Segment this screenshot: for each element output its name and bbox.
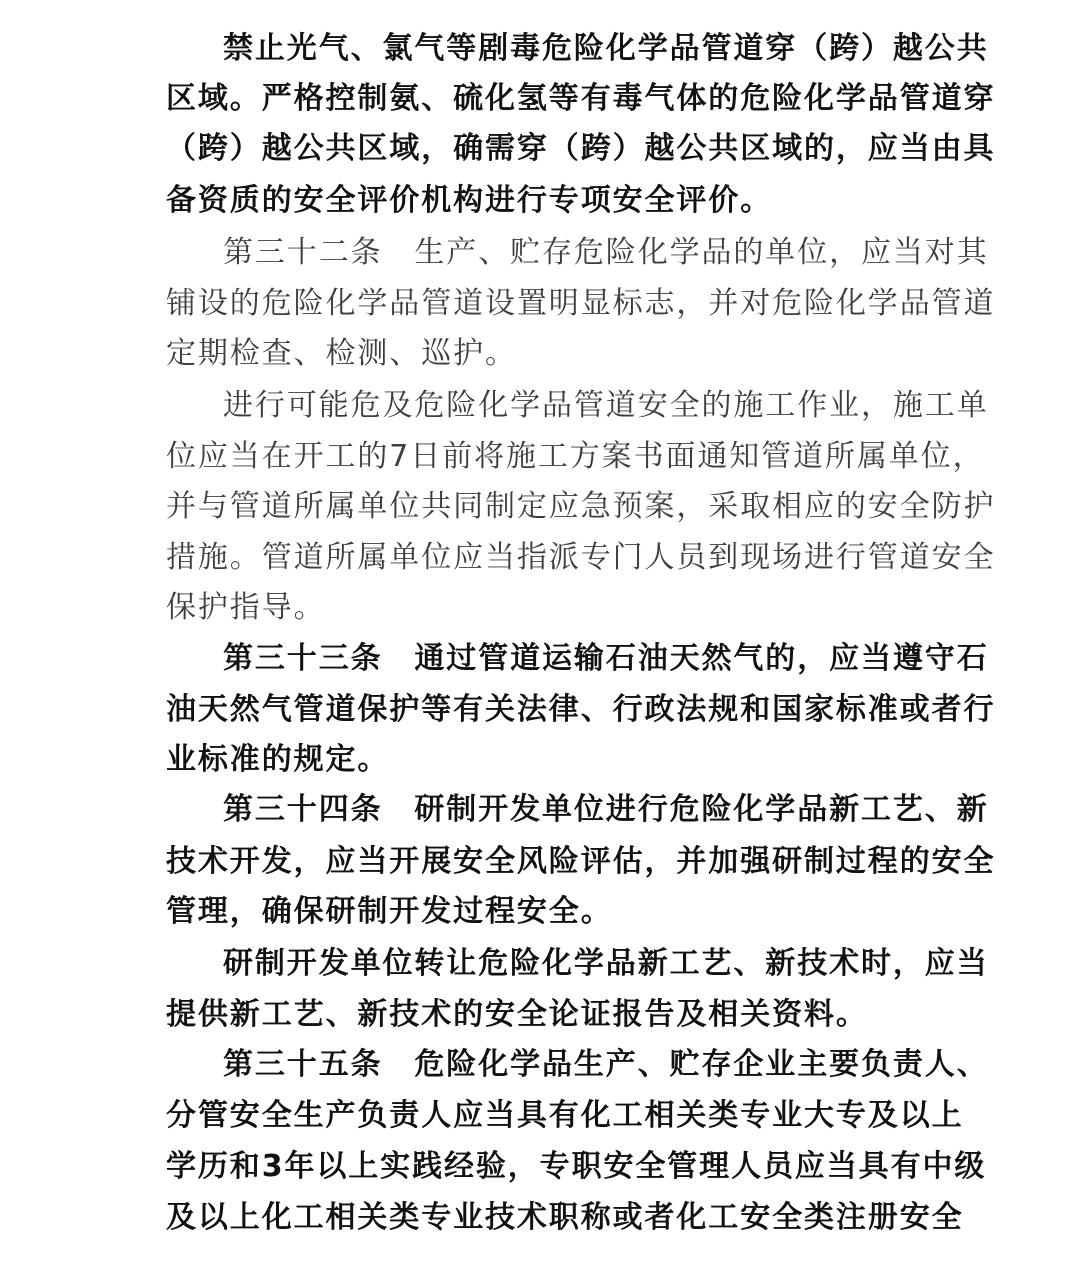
text-line: 并与管道所属单位共同制定应急预案，采取相应的安全防护 bbox=[166, 489, 996, 524]
text-line: 提供新工艺、新技术的安全论证报告及相关资料。 bbox=[166, 997, 868, 1032]
text-line: 第三十四条 研制开发单位进行危险化学品新工艺、新 bbox=[223, 792, 989, 827]
text-line: 铺设的危险化学品管道设置明显标志，并对危险化学品管道 bbox=[166, 286, 996, 321]
text-line: 第三十五条 危险化学品生产、贮存企业主要负责人、 bbox=[223, 1047, 989, 1082]
text-line: （跨）越公共区域，确需穿（跨）越公共区域的，应当由具 bbox=[166, 131, 996, 166]
text-line: 区域。严格控制氨、硫化氢等有毒气体的危险化学品管道穿 bbox=[166, 81, 996, 116]
text-line: 措施。管道所属单位应当指派专门人员到现场进行管道安全 bbox=[166, 540, 996, 575]
text-line: 定期检查、检测、巡护。 bbox=[166, 336, 517, 371]
text-line: 保护指导。 bbox=[166, 590, 326, 625]
text-line: 分管安全生产负责人应当具有化工相关类专业大专及以上 bbox=[166, 1098, 964, 1133]
text-line: 第三十二条 生产、贮存危险化学品的单位，应当对其 bbox=[223, 235, 989, 270]
text-line: 进行可能危及危险化学品管道安全的施工作业，施工单 bbox=[223, 388, 989, 423]
text-line: 管理，确保研制开发过程安全。 bbox=[166, 894, 613, 929]
text-line: 研制开发单位转让危险化学品新工艺、新技术时，应当 bbox=[223, 946, 989, 981]
text-line: 业标准的规定。 bbox=[166, 742, 390, 777]
text-line: 位应当在开工的7日前将施工方案书面通知管道所属单位， bbox=[166, 439, 985, 474]
text-line: 学历和3年以上实践经验，专职安全管理人员应当具有中级 bbox=[166, 1149, 987, 1184]
text-line: 禁止光气、氯气等剧毒危险化学品管道穿（跨）越公共 bbox=[223, 31, 989, 66]
text-line: 技术开发，应当开展安全风险评估，并加强研制过程的安全 bbox=[166, 844, 996, 879]
text-line: 第三十三条 通过管道运输石油天然气的，应当遵守石 bbox=[223, 641, 989, 676]
text-line: 油天然气管道保护等有关法律、行政法规和国家标准或者行 bbox=[166, 692, 996, 727]
text-line: 及以上化工相关类专业技术职称或者化工安全类注册安全 bbox=[166, 1200, 964, 1235]
text-line: 备资质的安全评价机构进行专项安全评价。 bbox=[166, 183, 773, 218]
